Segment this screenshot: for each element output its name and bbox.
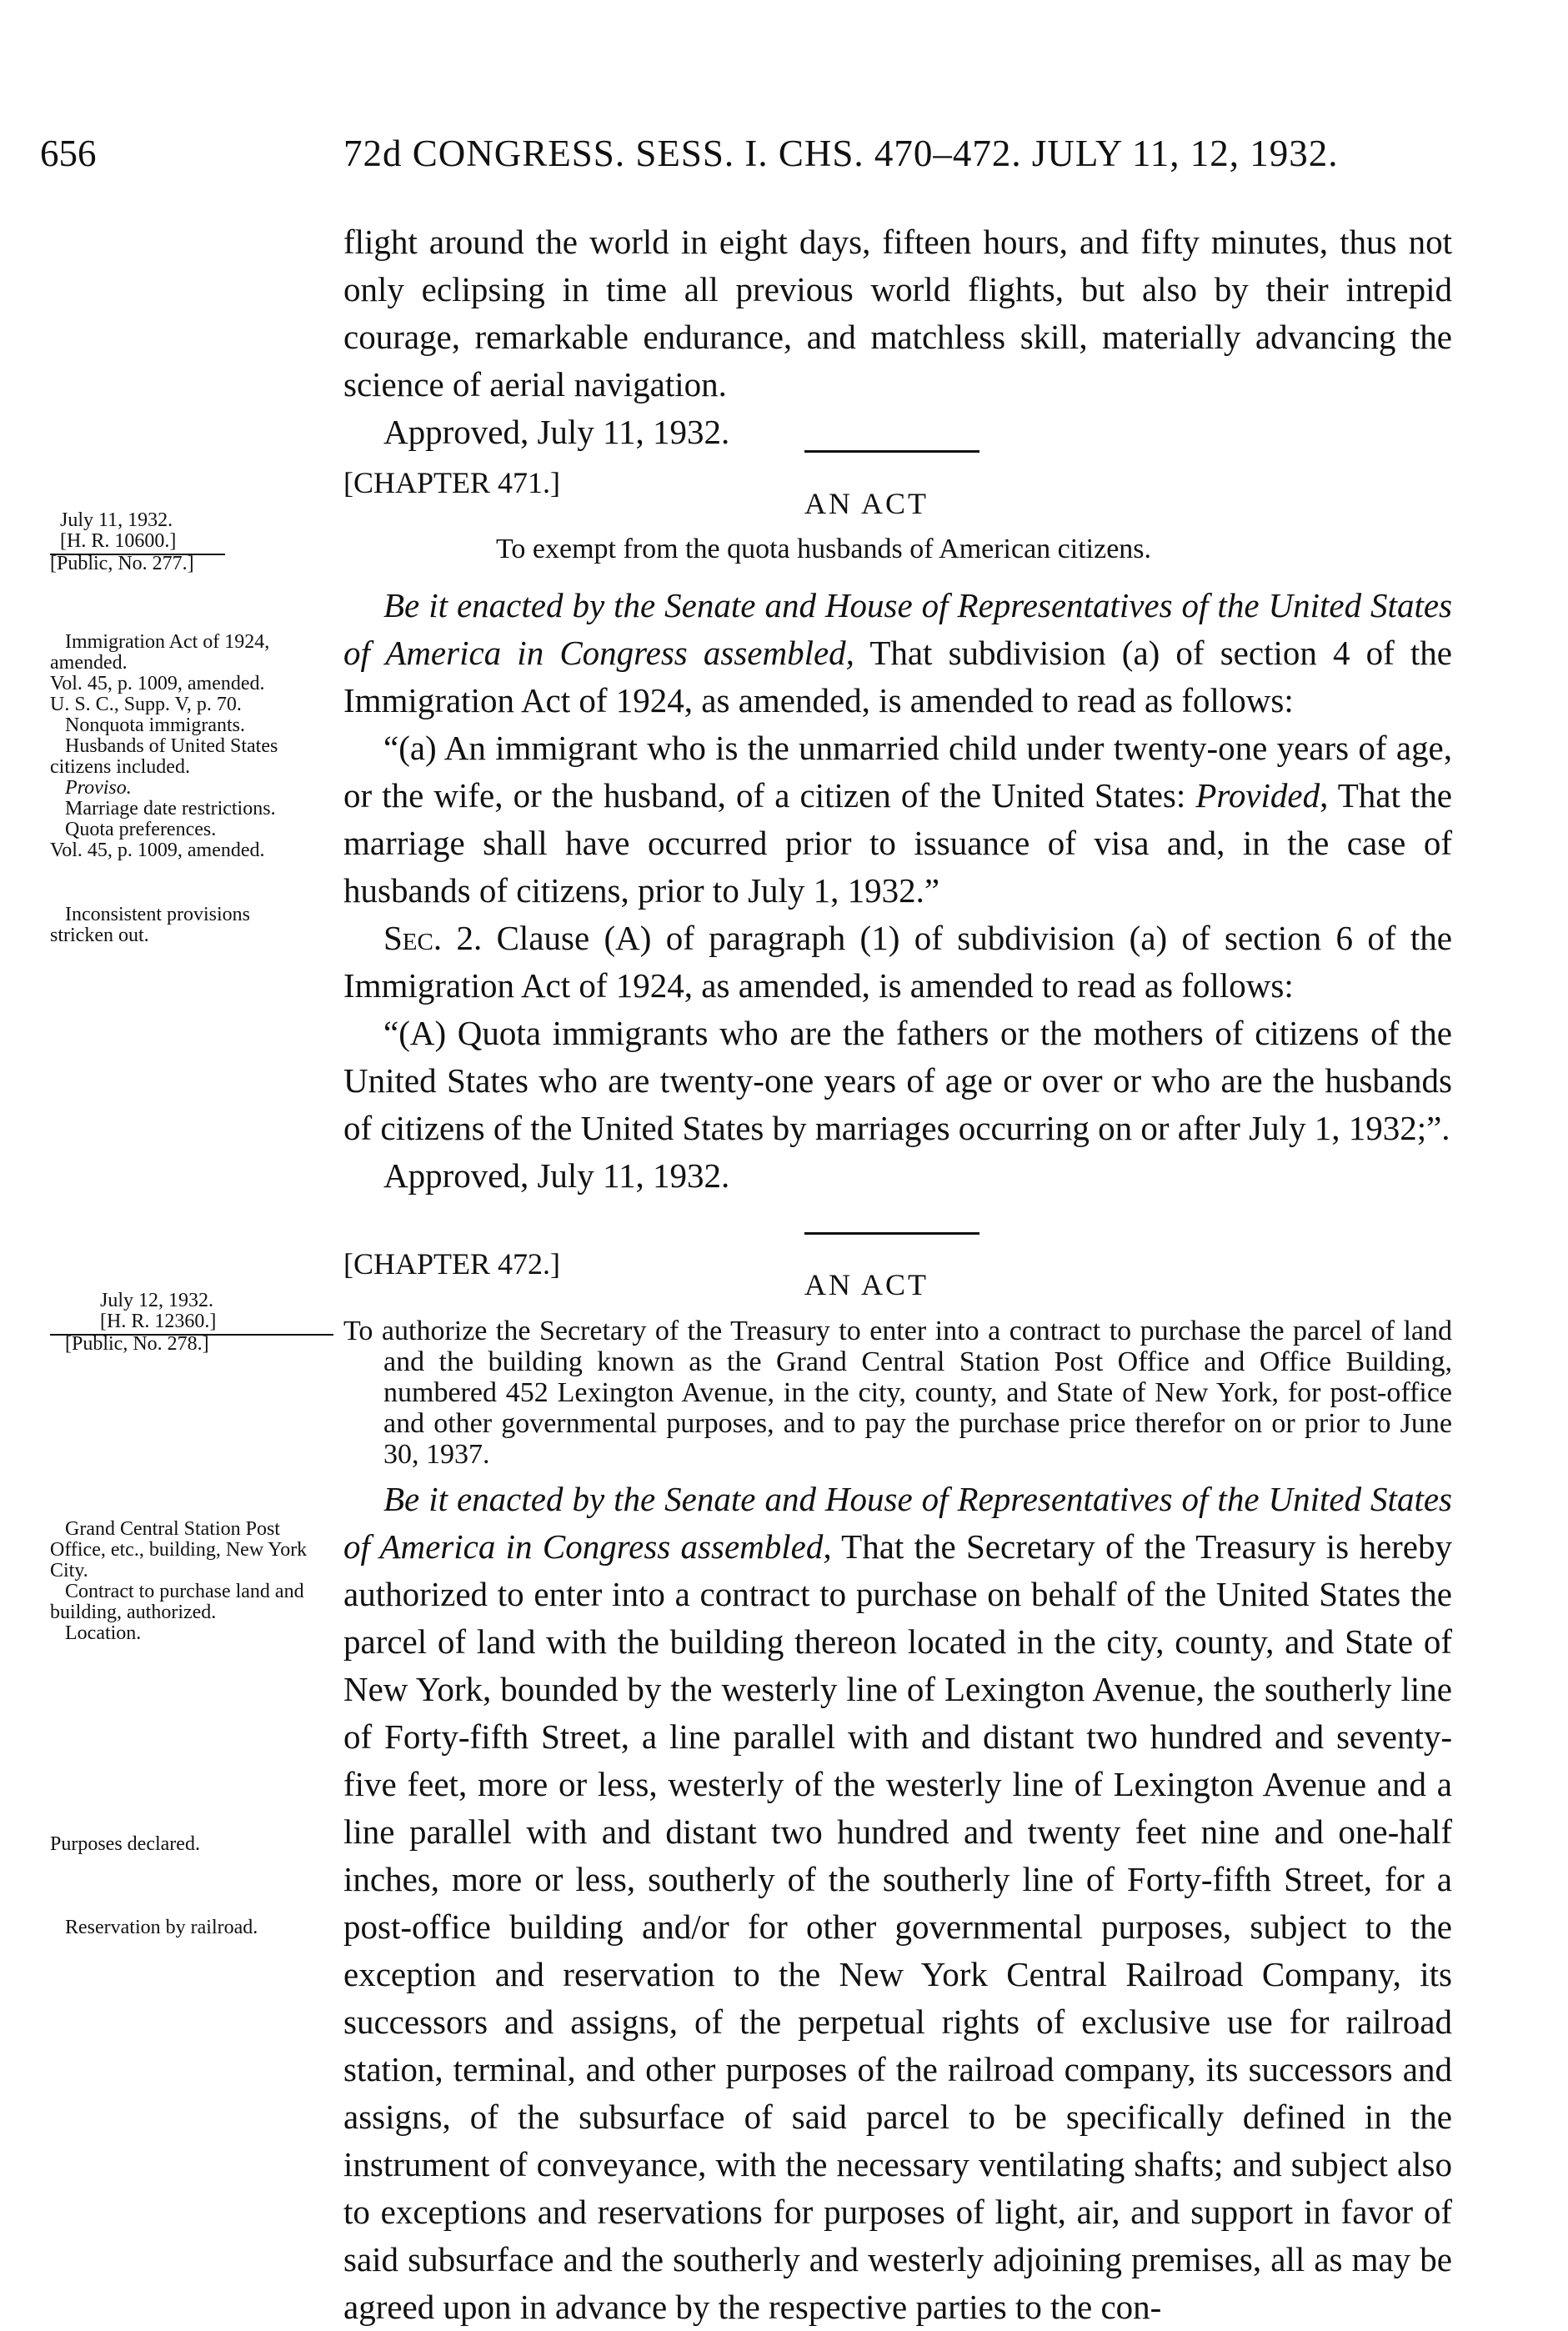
ch471-margin-notes xyxy=(50,632,317,946)
ch472-enacting-clause xyxy=(343,1476,1452,2331)
ch472-title-text: To authorize the Secretary of the Treasury to enter into a contract to purchase the parcel of land and the building known as the Grand Central Station Post Office and Office Building, numbered 452 Lexington Avenue, in the city, county, and State of New York, for post-office and other governmental purposes, and to pay the purchase price therefor on or prior to June 30, 1937. xyxy=(343,1316,1452,1470)
margin-note: Grand Central Station Post Office, etc., building, New York City. xyxy=(50,1518,308,1582)
ch471-margin-public: [Public, No. 277.] xyxy=(50,553,194,574)
ch471-sec2-label: Sec. 2. xyxy=(383,919,483,957)
margin-note: Location. xyxy=(65,1622,142,1644)
ch471-proviso: Provided xyxy=(1195,776,1320,815)
margin-note: Quota preferences. xyxy=(65,819,217,840)
margin-note: Contract to purchase land and building, authorized. xyxy=(50,1581,304,1623)
ch472-margin-purposes xyxy=(50,1834,317,1855)
margin-proviso: Proviso. xyxy=(65,777,132,799)
running-head: 72d CONGRESS. SESS. I. CHS. 470–472. JULY 11, 12, 1932. xyxy=(343,133,1339,174)
chapter-471-title: To exempt from the quota husbands of American citizens. xyxy=(496,534,1152,564)
ch471-enacting-clause xyxy=(343,582,1452,724)
ch471-quote-a-1: “(a) An immigrant who is the unmarried child under twenty-one years of age, or the wife, or the husband, of a citizen of the United States: xyxy=(343,729,1452,815)
chapter-471-an-act: AN ACT xyxy=(804,487,929,520)
ch471-quote-A: “(A) Quota immigrants who are the fathers or the mothers of citizens of the United States who are twenty-one years of age or over or who are the husbands of citizens of the United States by marriages occurring on or after July 1, 1932;”. xyxy=(343,1014,1452,1147)
section-rule xyxy=(804,1232,979,1235)
chapter-471-label: [CHAPTER 471.] xyxy=(343,466,560,499)
ch471-quote-a xyxy=(343,724,1452,915)
margin-note: Vol. 45, p. 1009, amended. xyxy=(50,840,265,861)
page-number: 656 xyxy=(40,133,97,174)
margin-note: Inconsistent provisions stricken out. xyxy=(50,904,250,946)
ch472-margin-reservation xyxy=(50,1917,317,1938)
ch471-quote-a-2: , That the marriage shall have occurred prior to issuance of visa and, in the case of husbands of citizens, prior to July 1, 1932.” xyxy=(343,776,1453,910)
chapter-472-an-act: AN ACT xyxy=(804,1268,929,1301)
chapter-471-body xyxy=(343,582,1452,1200)
ch472-margin-header xyxy=(50,1291,317,1355)
ch471-margin-header xyxy=(50,510,317,574)
ch470-approved: Approved, July 11, 1932. xyxy=(383,413,730,451)
margin-note: Vol. 45, p. 1009, amended. xyxy=(50,673,265,694)
ch471-sec2 xyxy=(343,915,1452,1010)
margin-note: Immigration Act of 1924, amended. xyxy=(50,631,270,674)
margin-note: Reservation by railroad. xyxy=(65,1917,258,1938)
chapter-470-ending xyxy=(343,218,1452,456)
ch471-margin-date: July 11, 1932. xyxy=(60,509,173,531)
chapter-472-title xyxy=(343,1316,1452,1470)
ch472-margin-date: July 12, 1932. xyxy=(100,1290,214,1311)
ch470-text: flight around the world in eight days, fifteen hours, and fifty minutes, thus not only eclipsing in time all previous world flights, but also by their intrepid courage, remarkable endurance, and matchless skill, materially advancing the science of aerial navigation. xyxy=(343,223,1452,404)
section-rule xyxy=(804,450,979,453)
margin-note: Husbands of United States citizens included. xyxy=(50,735,278,778)
ch471-sec2-text: Clause (A) of paragraph (1) of subdivision (a) of section 6 of the Immigration Act of 1924, as amended, is amended to read as follows: xyxy=(343,919,1452,1005)
chapter-472-body xyxy=(343,1476,1452,2331)
ch472-margin-bill: [H. R. 12360.] xyxy=(100,1311,217,1332)
ch472-enact-rest: That the Secretary of the Treasury is hereby authorized to enter into a contract to purchase on behalf of the United States the parcel of land with the building thereon located in the city, county, and State of New York, bounded by the westerly line of Lexington Avenue, the southerly line of Forty-fifth Street, a line parallel with and distant two hundred and seventy-five feet, more or less, westerly of the westerly line of Lexington Avenue and a line parallel with and distant two hundred and twenty feet nine and one-half inches, more or less, southerly of the southerly line of Forty-fifth Street, for a post-office building and/or for other governmental purposes, subject to the exception and reservation to the New York Central Railroad Company, its successors and assigns, of the perpetual rights of exclusive use for railroad station, terminal, and other purposes of the railroad company, its successors and assigns, of the subsurface of said parcel to be specifically defined in the instrument of conveyance, with the necessary ventilating shafts; and subject also to exceptions and reservations for purposes of light, air, and support in favor of said subsurface and the southerly and westerly adjoining premises, all as may be agreed upon in advance by the respective parties to the con- xyxy=(343,1527,1452,2326)
chapter-472-label: [CHAPTER 472.] xyxy=(343,1247,560,1281)
margin-note xyxy=(50,778,317,799)
ch472-enact-italic: Be it enacted by the Senate and House of Representatives of the United States of America in Congress assembled, xyxy=(343,1480,1452,1566)
margin-note: U. S. C., Supp. V, p. 70. xyxy=(50,694,242,715)
ch471-approved: Approved, July 11, 1932. xyxy=(383,1156,730,1195)
ch472-margin-public: [Public, No. 278.] xyxy=(65,1333,209,1355)
margin-note: Marriage date restrictions. xyxy=(65,798,276,820)
ch471-enact-rest: That subdivision (a) of section 4 of the Immigration Act of 1924, as amended, is amended to read as follows: xyxy=(343,634,1452,719)
page-header xyxy=(0,132,1568,182)
margin-note: Nonquota immigrants. xyxy=(65,714,245,736)
ch471-margin-bill: [H. R. 10600.] xyxy=(60,530,177,552)
margin-note: Purposes declared. xyxy=(50,1833,200,1855)
ch472-margin-notes xyxy=(50,1519,317,1644)
ch471-enact-italic: Be it enacted by the Senate and House of Representatives of the United States of America in Congress assembled, xyxy=(343,586,1452,672)
